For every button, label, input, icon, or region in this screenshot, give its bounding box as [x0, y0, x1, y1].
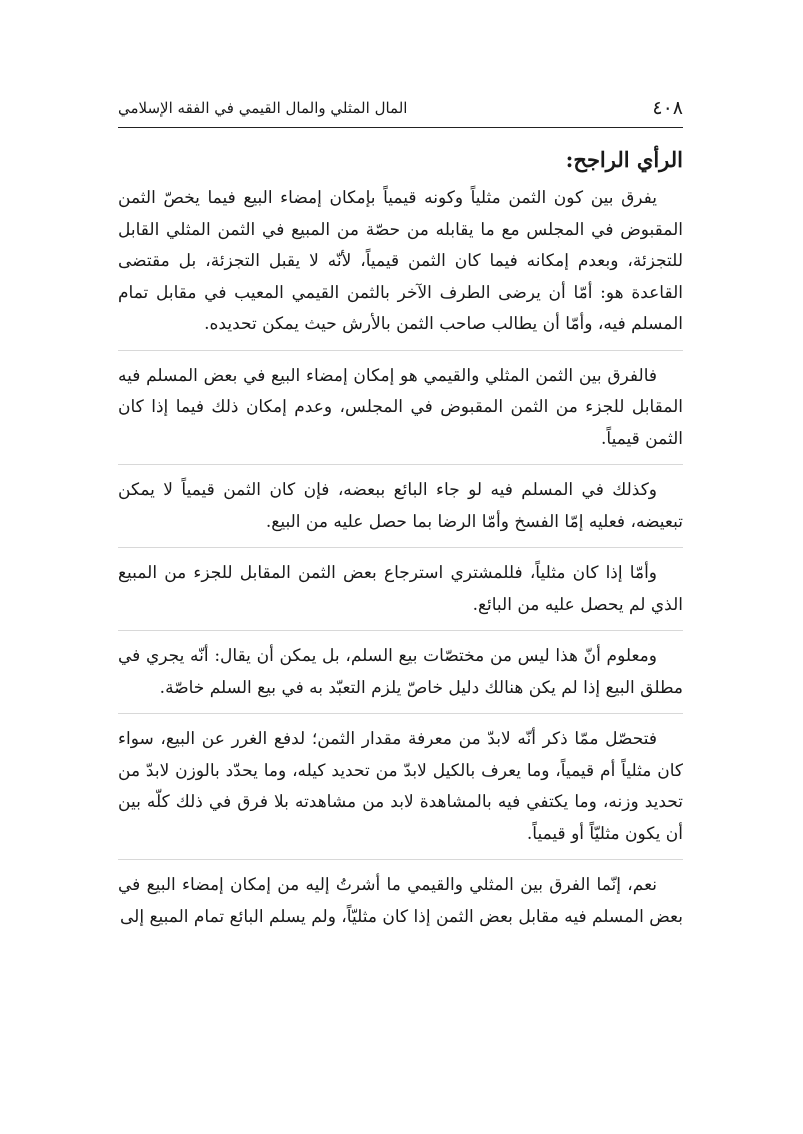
page-number: ٤٠٨: [652, 97, 683, 119]
running-title: المال المثلي والمال القيمي في الفقه الإسلامي: [118, 99, 408, 117]
running-header: [118, 95, 683, 129]
section-heading: الرأي الراجح:: [565, 147, 683, 172]
paragraph: فتحصّل ممّا ذكر أنّه لابدّ من معرفة مقدار الثمن؛ لدفع الغرر عن البيع، سواء كان مثلياً أم قيمياً، وما يعرف بالكيل لابدّ من تحديد كيله، وما يحدّد بالوزن لابدّ من تحديد وزنه، وما يكتفي فيه بالمشاهدة لابد من مشاهدته بلا فرق في ذلك كلّه بين أن يكون مثليّاً أو قيمياً.: [118, 729, 683, 844]
paragraph: ومعلوم أنّ هذا ليس من مختصّات بيع السلم، بل يمكن أن يقال: أنّه يجري في مطلق البيع إذا لم يكن هنالك دليل خاصّ يلزم التعبّد به في بيع السلم خاصّة.: [118, 646, 683, 698]
paragraph-divider: [118, 350, 683, 351]
paragraph-divider: [118, 859, 683, 860]
paragraph: يفرق بين كون الثمن مثلياً وكونه قيمياً بإمكان إمضاء البيع فيما يخصّ الثمن المقبوض في المجلس مع ما يقابله من حصّة من المبيع في الثمن المثلي القابل للتجزئة، وبعدم إمكانه فيما كان الثمن قيمياً، لأنّه لا يقبل التجزئة، بل مقتضى القاعدة هو: أمّا أن يرضى الطرف الآخر بالثمن القيمي المعيب في مقابل تمام المسلم فيه، وأمّا أن يطالب صاحب الثمن بالأرش حيث يمكن تحديده.: [118, 188, 683, 334]
paragraph: نعم، إنّما الفرق بين المثلي والقيمي ما أشرتُ إليه من إمكان إمضاء البيع في بعض المسلم فيه مقابل بعض الثمن إذا كان مثليّاً، ولم يسلم البائع تمام المبيع إلى: [118, 875, 683, 927]
paragraph-divider: [118, 547, 683, 548]
paragraph: فالفرق بين الثمن المثلي والقيمي هو إمكان إمضاء البيع في بعض المسلم فيه المقابل للجزء من الثمن المقبوض في المجلس، وعدم إمكان ذلك فيما إذا كان الثمن قيمياً.: [118, 365, 683, 449]
header-rule: [118, 127, 683, 128]
paragraph-divider: [118, 713, 683, 714]
paragraph: وكذلك في المسلم فيه لو جاء البائع ببعضه، فإن كان الثمن قيمياً لا يمكن تبعيضه، فعليه إمّا الفسخ وأمّا الرضا بما حصل عليه من البيع.: [118, 480, 683, 532]
paragraph-divider: [118, 464, 683, 465]
page-body: [118, 143, 683, 942]
paragraph: وأمّا إذا كان مثلياً، فللمشتري استرجاع بعض الثمن المقابل للجزء من المبيع الذي لم يحصل عليه من البائع.: [118, 563, 683, 615]
paragraph-divider: [118, 630, 683, 631]
